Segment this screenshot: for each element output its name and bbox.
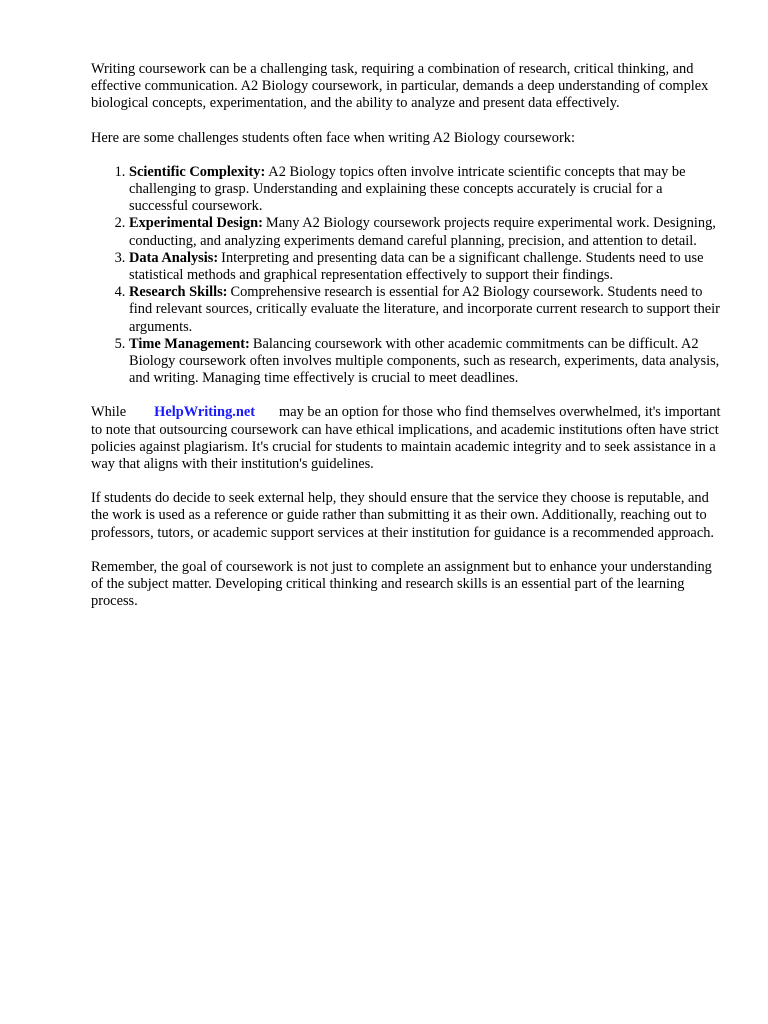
while-prefix: While [91, 404, 127, 421]
list-item [129, 250, 723, 284]
external-help-paragraph: If students do decide to seek external help, they should ensure that the service they choose is reputable, and the work is used as a reference or guide rather than submitting it as their own. Additionally, reaching out to professors, tutors, or academic support services at their institution for guidance is a recommended approach. [91, 490, 714, 541]
list-item-term: Research Skills: [129, 284, 228, 301]
intro-paragraph: Writing coursework can be a challenging task, requiring a combination of research, critical thinking, and effective communication. A2 Biology coursework, in particular, demands a deep understanding of complex biological concepts, experimentation, and the ability to analyze and present data effectively. [91, 61, 709, 112]
list-item-term: Time Management: [129, 335, 250, 352]
list-item-text: Comprehensive research is essential for A2 Biology coursework. Students need to find relevant sources, critically evaluate the literature, and incorporate current research to support their arguments. [129, 284, 720, 335]
list-item-text: Many A2 Biology coursework projects require experimental work. Designing, conducting, and analyzing experiments demand careful planning, precision, and attention to detail. [129, 215, 716, 249]
conclusion-paragraph: Remember, the goal of coursework is not just to complete an assignment but to enhance your understanding of the subject matter. Developing critical thinking and research skills is an essential part of the learning process. [91, 558, 712, 610]
list-item-term: Scientific Complexity: [129, 163, 266, 180]
list-item [129, 336, 723, 388]
list-item-text: Interpreting and presenting data can be a significant challenge. Students need to use statistical methods and graphical representation effectively to support their findings. [129, 249, 704, 284]
list-item-term: Experimental Design: [129, 215, 263, 232]
outsourcing-paragraph [91, 404, 723, 473]
list-item-text: Balancing coursework with other academic commitments can be difficult. A2 Biology coursework often involves multiple components, such as research, experiments, data analysis, and writing. Managing time effectively is crucial to meet deadlines. [129, 335, 720, 387]
list-item [129, 284, 723, 336]
list-item [129, 164, 723, 216]
list-item-text: A2 Biology topics often involve intricate scientific concepts that may be challenging to grasp. Understanding and explaining these concepts accurately is crucial for a successful coursework. [129, 163, 686, 215]
list-item-term: Data Analysis: [129, 249, 219, 266]
challenges-list [91, 164, 723, 388]
document-page [91, 61, 723, 627]
challenges-lead-paragraph: Here are some challenges students often face when writing A2 Biology coursework: [91, 129, 575, 146]
while-suffix: may be an option for those who find themselves overwhelmed, it's important to note that outsourcing coursework can have ethical implications, and academic institutions often have strict policies against plagiarism. It's crucial for students to maintain academic integrity and to seek assistance in a way that aligns with their institution's guidelines. [91, 404, 721, 473]
helpwriting-link[interactable]: HelpWriting.net [154, 404, 256, 421]
list-item [129, 215, 723, 249]
